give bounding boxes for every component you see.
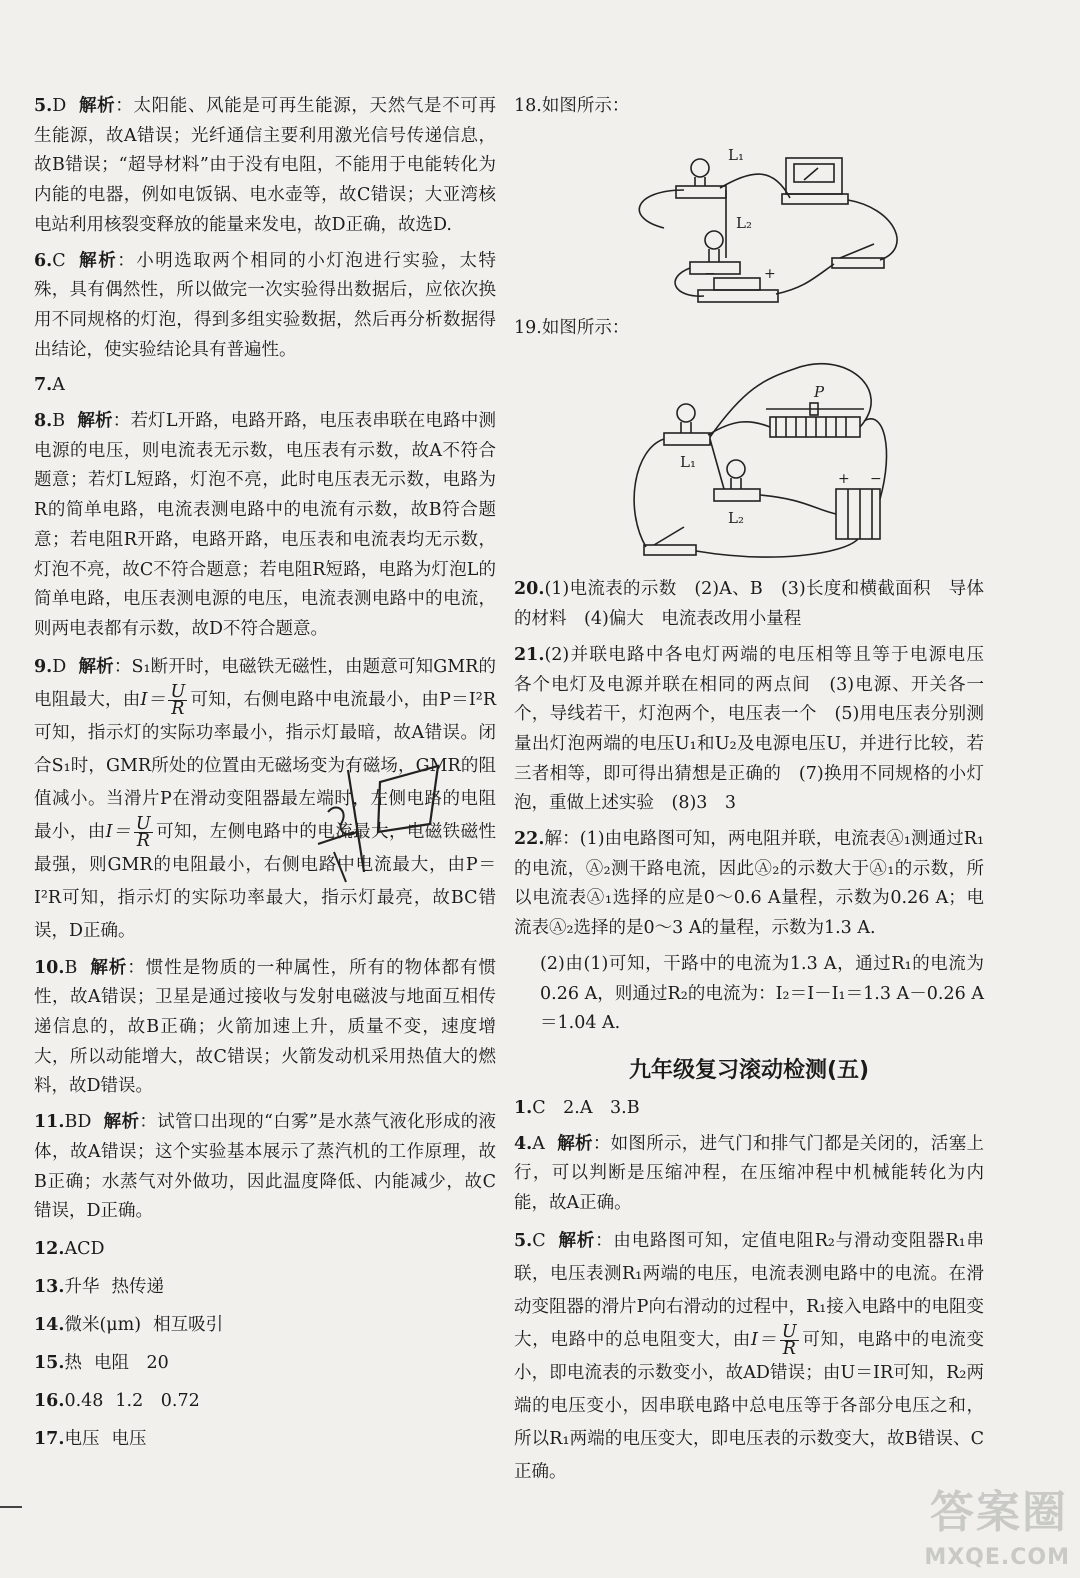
- bulb-l1-base: [676, 186, 726, 198]
- answer-item-14: [34, 1309, 496, 1341]
- ohm-fraction: [134, 813, 153, 851]
- item-text-part3: 可知，左侧电路中的电流最大，电磁铁磁性最强，则GMR的电阻最小，右侧电路中电流最大，由P＝I²R可知，指示灯的实际功率最大，指示灯最亮，故BC错误，D正确。: [34, 821, 497, 941]
- answer-item-22: [514, 825, 984, 944]
- item-answer: A: [52, 375, 65, 396]
- item-answer: C: [52, 250, 66, 271]
- item-text: 热传递: [111, 1276, 164, 1297]
- label-p: P: [814, 383, 825, 402]
- answer-item-10: 10.B 解析：惯性是物质的一种属性，所有的物体都有惯性，故A错误；卫星是通过接收与发射电磁波与地面互相传递信息的，故B正确；火箭加速上升，质量不变，速度增大，所以动能增大，故C错误；火箭发动机采用热值大的燃料，故D错误。: [34, 957, 497, 1097]
- formula-lhs: I＝: [105, 821, 131, 842]
- fraction-denominator: R: [136, 830, 150, 851]
- item-text: 试管口出现的“白雾”是水蒸气液化形成的液体，故A错误；这个实验基本展示了蒸汽机的工作原理，故B正确；水蒸气对外做功，因此温度降低、内能减少，故C错误，D正确。: [34, 1112, 497, 1222]
- item-text: 若灯L开路，电路开路，电压表串联在电路中测电源的电压，则电流表无示数，电压表有示数，故A不符合题意；若灯L短路，灯泡不亮，此时电压表无示数，电路为R的简单电路，电流表测电路中的电流有示数，故B符合题意；若电阻R开路，电路开路，电压表和电流表均无示数，灯泡不亮，故C不符合题意；若电阻R短路，电路为灯泡L的简单电路，电压表测电源的电压，电流表测电路中的电流，则两电表都有示数，故D不符合题意。: [34, 411, 497, 639]
- answer-item-15: [34, 1347, 496, 1379]
- item-text: 小明选取两个相同的小灯泡进行实验，太特殊，具有偶然性，所以做完一次实验得出数据后，应依次换用不同规格的灯泡，得到多组实验数据，然后再分析数据得出结论，使实验结论具有普遍性。: [34, 250, 497, 360]
- item-text: 相互吸引: [153, 1314, 224, 1335]
- answer-item-9: 9.D 解析：S₁断开时，电磁铁无磁性，由题意可知GMR的电阻最大，由I＝ $\frac{U}{R}$ 可知，右侧电路中电流最小，由P＝I²R可知，指示灯的实际功率最小，指示灯最暗，故A错误。闭合S₁时，GMR所处的位置由无磁场变为有磁场，GMR的阻值减小。当滑片P在滑动变阻器最左端时，左侧电路的电阻最小，由I＝ $\frac{U}{R}$ 可知，左侧电路中的电流最大，电磁铁磁性最强，则GMR的电阻最小，右侧电路中电流最大，由P＝I²R可知，指示灯的实际功率最大，指示灯最亮，故BC错误，D正确。: [34, 656, 497, 941]
- answer-item-12: [34, 1233, 496, 1265]
- label-l1: L₁: [680, 453, 696, 472]
- answer-item-21: [514, 641, 1002, 819]
- item-answer: D: [52, 96, 67, 116]
- fraction-denominator: R: [171, 698, 185, 719]
- fraction-denominator: R: [782, 1338, 796, 1359]
- item-answer: ACD: [64, 1238, 105, 1259]
- item-text-part2: 可知，电路中的电流变小，即电流表的示数变小，故AD错误；由U＝IR可知，R₂两端的电压变小，因串联电路中总电压等于各部分电压之和，所以R₁两端的电压变大，即电压表的示数变大，故B错误、C正确。: [514, 1329, 985, 1482]
- bulb-l2-icon: [727, 460, 745, 478]
- bulb-l1-icon: [677, 404, 695, 422]
- item-number: 20.: [514, 579, 545, 600]
- item-label: 解析: [557, 1230, 596, 1251]
- item-text-part1: S₁断开时，电磁铁无磁性，由题意可知GMR的电阻最大，由: [34, 656, 497, 710]
- circuit-figure-18: [514, 128, 984, 308]
- right-column: [514, 92, 1002, 1495]
- switch-icon: [644, 545, 696, 555]
- circuit-figure-19: [514, 349, 984, 569]
- item-answer: C: [532, 1230, 546, 1251]
- answer-item-13: [34, 1271, 496, 1303]
- item-number: 10.: [34, 957, 65, 978]
- item-number: 13.: [34, 1276, 65, 1297]
- item-label: 解析: [556, 1133, 593, 1154]
- item-text: 电压: [111, 1428, 147, 1449]
- item-number: 14.: [34, 1314, 65, 1335]
- battery-minus: −: [870, 471, 882, 488]
- fraction-numerator: U: [170, 681, 186, 702]
- question-19-heading: [514, 314, 984, 344]
- item-label: 解析: [77, 250, 118, 271]
- label-l2: L₂: [736, 213, 752, 232]
- question-18-text: 18.如图所示：: [514, 96, 630, 116]
- page-edge-mark: [0, 1506, 22, 1508]
- switch-icon: [832, 258, 884, 268]
- formula-lhs: I＝: [140, 689, 166, 710]
- item-answer: B: [52, 411, 66, 432]
- item-text: 惯性是物质的一种属性，所有的物体都有惯性，故A错误；卫星是通过接收与发射电磁波与地面互相传递信息的，故B正确；火箭加速上升，质量不变，速度增大，所以动能增大，故C错误；火箭发动机采用热值大的燃料，故D错误。: [34, 957, 497, 1097]
- item-label: 解析: [78, 656, 114, 677]
- section-answer-4: 4.A 解析：如图所示，进气门和排气门都是关闭的，活塞上行，可以判断是压缩冲程，在压缩冲程中机械能转化为内能，故A正确。: [514, 1133, 985, 1214]
- answer-item-11: 11.BD 解析：试管口出现的“白雾”是水蒸气液化形成的液体，故A错误；这个实验基本展示了蒸汽机的工作原理，故B正确；水蒸气对外做功，因此温度降低、内能减少，故C错误，D正确。: [34, 1112, 497, 1222]
- item-number: 1.: [514, 1097, 533, 1118]
- bulb-l1-base: [664, 433, 710, 445]
- item-text-part2: 可知，右侧电路中电流最小，由P＝I²R可知，指示灯的实际功率最小，指示灯最暗，故A错误。闭合S₁时，GMR所处的位置由无磁场变为有磁场，GMR的阻值减小。当滑片P在滑动变阻器最左端时，左侧电路的电阻最小，由: [34, 689, 496, 842]
- section-answer-1-3: [514, 1094, 984, 1124]
- answer-item-17: [34, 1423, 496, 1455]
- item-number: 21.: [514, 644, 545, 665]
- item-label: 解析: [103, 1112, 140, 1133]
- item-text-part1: 由电路图可知，定值电阻R₂与滑动变阻器R₁串联，电压表测R₁两端的电压，电流表测电路中的电流。在滑动变阻器的滑片P向右滑动的过程中，R₁接入电路中的电阻变大，电路中的总电阻变大，由: [514, 1230, 985, 1350]
- answer-item-20: [514, 575, 984, 634]
- answer-item-22-part2: [514, 950, 984, 1039]
- item-answer: 热: [64, 1352, 82, 1373]
- handwritten-scribble: [288, 752, 458, 892]
- fraction-numerator: U: [135, 813, 151, 834]
- question-19-text: 19.如图所示：: [514, 317, 630, 338]
- bulb-l2-icon: [705, 231, 723, 249]
- label-l2: L₂: [728, 509, 744, 528]
- watermark-logo-text: 答案圈: [930, 1487, 1068, 1538]
- answer-item-7: [34, 371, 496, 401]
- battery-icon: [698, 290, 778, 302]
- item-text: 电阻 20: [93, 1352, 169, 1373]
- item-text: 解：(1)由电路图可知，两电阻并联，电流表Ⓐ₁测通过R₁的电流，Ⓐ₂测干路电流，因此Ⓐ₂的示数大于Ⓐ₁的示数，所以电流表Ⓐ₁选择的应是0～0.6 A量程，示数为0.26 A；电流表Ⓐ₂选择的是0～3 A的量程，示数为1.3 A.: [514, 829, 984, 939]
- battery-plus: +: [764, 265, 776, 282]
- battery-plus: +: [838, 471, 850, 488]
- item-answer: 微米(μm): [64, 1314, 142, 1335]
- fraction-numerator: U: [781, 1321, 797, 1342]
- item-text: 如图所示，进气门和排气门都是关闭的，活塞上行，可以判断是压缩冲程，在压缩冲程中机械能转化为内能，故A正确。: [514, 1133, 985, 1214]
- item-number: 22.: [514, 829, 545, 850]
- item-number: 12.: [34, 1238, 65, 1259]
- item-answer: 电压: [64, 1428, 100, 1449]
- item-number: 11.: [34, 1112, 65, 1133]
- item-answer: 0.48: [64, 1390, 104, 1411]
- watermark-url: MXQE.COM: [924, 1545, 1070, 1570]
- answer-item-8: 8.B 解析：若灯L开路，电路开路，电压表串联在电路中测电源的电压，则电流表无示数，电压表有示数，故A不符合题意；若灯L短路，灯泡不亮，此时电压表无示数，电路为R的简单电路，电流表测电路中的电流有示数，故B符合题意；若电阻R开路，电路开路，电压表和电流表均无示数，灯泡不亮，故C不符合题意；若电阻R短路，电路为灯泡L的简单电路，电压表测电源的电压，电流表测电路中的电流，则两电表都有示数，故D不符合题意。: [34, 411, 497, 639]
- site-watermark: [878, 1474, 1074, 1574]
- item-answer: B: [64, 957, 78, 978]
- item-text: C 2.A 3.B: [532, 1097, 640, 1118]
- item-number: 5.: [514, 1230, 533, 1251]
- battery-minus: −: [704, 265, 716, 282]
- battery-pack-icon: [836, 489, 880, 539]
- item-text: 太阳能、风能是可再生能源，天然气是不可再生能源，故A错误；光纤通信主要利用激光信号传递信息，故B错误；“超导材料”由于没有电阻，不能用于电能转化为内能的电器，例如电饭锅、电水壶等，故C错误；大亚湾核电站利用核裂变释放的能量来发电，故D正确，故选D.: [34, 96, 497, 235]
- answer-item-6: 6.C 解析：小明选取两个相同的小灯泡进行实验，太特殊，具有偶然性，所以做完一次实验得出数据后，应依次换用不同规格的灯泡，得到多组实验数据，然后再分析数据得出结论，使实验结论具有普遍性。: [34, 250, 497, 360]
- ohm-fraction: [168, 681, 187, 719]
- item-number: 6.: [34, 250, 53, 271]
- item-text: (1)电流表的示数 (2)A、B (3)长度和横截面积 导体的材料 (4)偏大 电流表改用小量程: [514, 579, 984, 630]
- section-title: 九年级复习滚动检测(五): [628, 1057, 870, 1083]
- bulb-l1-icon: [691, 159, 709, 177]
- item-number: 9.: [34, 656, 53, 677]
- bulb-l2-base: [714, 489, 760, 501]
- item-number: 7.: [34, 375, 53, 396]
- section-answer-5: 5.C 解析：由电路图可知，定值电阻R₂与滑动变阻器R₁串联，电压表测R₁两端的电压，电流表测电路中的电流。在滑动变阻器的滑片P向右滑动的过程中，R₁接入电路中的电阻变大，电路中的总电阻变大，由I＝ $\frac{U}{R}$ 可知，电路中的电流变小，即电流表的示数变小，故AD错误；由U＝IR可知，R₂两端的电压变小，因串联电路中总电压等于各部分电压之和，所以R₁两端的电压变大，即电压表的示数变大，故B错误、C正确。: [514, 1230, 985, 1482]
- answer-item-16: [34, 1385, 496, 1417]
- item-answer: BD: [64, 1112, 92, 1133]
- item-answer: D: [52, 656, 67, 677]
- item-answer: A: [532, 1133, 545, 1154]
- item-answer: 升华: [64, 1276, 100, 1297]
- item-text: (2)由(1)可知，干路中的电流为1.3 A，通过R₁的电流为0.26 A，则通过R₂的电流为：I₂＝I－I₁＝1.3 A－0.26 A＝1.04 A.: [540, 953, 984, 1034]
- item-number: 8.: [34, 411, 53, 432]
- question-18-heading: [514, 92, 984, 122]
- item-number: 17.: [34, 1428, 65, 1449]
- item-number: 4.: [514, 1133, 533, 1154]
- formula-lhs: I＝: [751, 1329, 777, 1350]
- item-number: 5.: [34, 96, 53, 116]
- item-text: (2)并联电路中各电灯两端的电压相等且等于电源电压 各个电灯及电源并联在相同的两点间 (3)电源、开关各一个，导线若干，灯泡两个，电压表一个 (5)用电压表分别测量出灯泡两端的电压U₁和U₂及电源电压U，并进行比较，若三者相等，即可得出猜想是正确的 (7)换用不同规格的小灯泡，重做上述实验 (8)3 3: [514, 644, 1002, 814]
- item-label: 解析: [78, 96, 116, 116]
- answer-item-5: 5.D 解析：太阳能、风能是可再生能源，天然气是不可再生能源，故A错误；光纤通信主要利用激光信号传递信息，故B错误；“超导材料”由于没有电阻，不能用于电能转化为内能的电器，例如电饭锅、电水壶等，故C错误；大亚湾核电站利用核裂变释放的能量来发电，故D正确，故选D.: [34, 96, 497, 235]
- item-number: 16.: [34, 1390, 65, 1411]
- label-l1: L₁: [728, 145, 744, 164]
- item-label: 解析: [77, 411, 113, 432]
- item-text: 1.2 0.72: [115, 1390, 200, 1411]
- ohm-fraction: [780, 1321, 799, 1359]
- item-number: 15.: [34, 1352, 65, 1373]
- item-label: 解析: [89, 957, 128, 978]
